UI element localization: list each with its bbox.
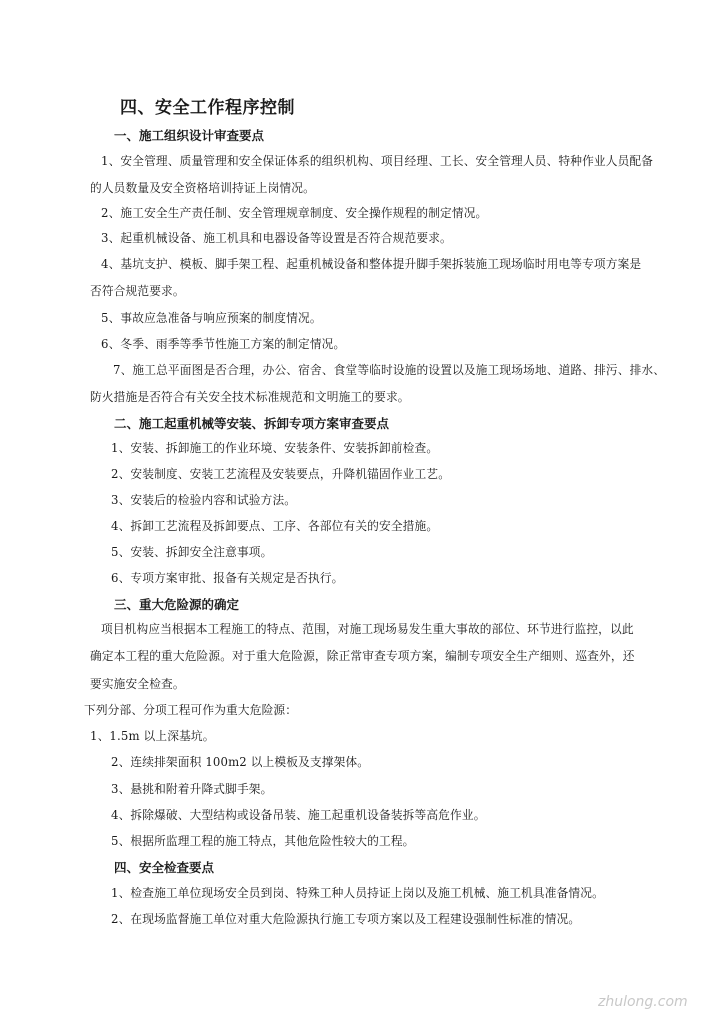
paragraph: 3、安装后的检验内容和试验方法。 [111, 493, 297, 507]
paragraph: 要实施安全检查。 [90, 677, 185, 691]
paragraph: 3、悬挑和附着升降式脚手架。 [111, 782, 273, 796]
paragraph: 1、安装、拆卸施工的作业环境、安装条件、安装拆卸前检查。 [111, 441, 439, 455]
paragraph: 6、冬季、雨季等季节性施工方案的制定情况。 [101, 337, 346, 351]
paragraph: 1、1.5m 以上深基坑。 [90, 729, 215, 743]
paragraph: 5、事故应急准备与响应预案的制度情况。 [101, 311, 322, 325]
section-heading-crane-install-review: 二、施工起重机械等安装、拆卸专项方案审查要点 [114, 416, 390, 431]
paragraph: 项目机构应当根据本工程施工的特点、范围，对施工现场易发生重大事故的部位、环节进行监控，以此 [101, 622, 634, 636]
paragraph: 2、施工安全生产责任制、安全管理规章制度、安全操作规程的制定情况。 [101, 206, 488, 220]
paragraph: 否符合规范要求。 [90, 284, 185, 298]
watermark-logo: zhulong.com [598, 994, 688, 1010]
section-heading-safety-inspection: 四、安全检查要点 [114, 860, 215, 875]
paragraph: 2、在现场监督施工单位对重大危险源执行施工专项方案以及工程建设强制性标准的情况。 [111, 912, 581, 926]
paragraph: 1、安全管理、质量管理和安全保证体系的组织机构、项目经理、工长、安全管理人员、特种作业人员配备 [101, 154, 654, 168]
paragraph: 的人员数量及安全资格培训持证上岗情况。 [90, 181, 315, 195]
paragraph: 5、根据所监理工程的施工特点，其他危险性较大的工程。 [111, 834, 415, 848]
section-heading-major-hazard: 三、重大危险源的确定 [114, 597, 240, 612]
paragraph: 4、基坑支护、模板、脚手架工程、起重机械设备和整体提升脚手架拆装施工现场临时用电等专项方案是 [101, 257, 642, 271]
paragraph: 下列分部、分项工程可作为重大危险源： [84, 703, 298, 717]
paragraph: 4、拆除爆破、大型结构或设备吊装、施工起重机设备装拆等高危作业。 [111, 808, 486, 822]
paragraph: 2、连续排架面积 100m2 以上模板及支撑架体。 [111, 755, 370, 769]
paragraph: 7、施工总平面图是否合理，办公、宿舍、食堂等临时设施的设置以及施工现场场地、道路、排污、排水、 [113, 363, 666, 377]
section-heading-design-review: 一、施工组织设计审查要点 [114, 128, 265, 143]
paragraph: 4、拆卸工艺流程及拆卸要点、工序、各部位有关的安全措施。 [111, 519, 439, 533]
paragraph: 3、起重机械设备、施工机具和电器设备等设置是否符合规范要求。 [101, 231, 452, 245]
paragraph: 6、专项方案审批、报备有关规定是否执行。 [111, 571, 344, 585]
paragraph: 5、安装、拆卸安全注意事项。 [111, 545, 273, 559]
paragraph: 2、安装制度、安装工艺流程及安装要点，升降机锚固作业工艺。 [111, 467, 451, 481]
paragraph: 防火措施是否符合有关安全技术标准规范和文明施工的要求。 [90, 390, 410, 404]
paragraph: 1、检查施工单位现场安全员到岗、特殊工种人员持证上岗以及施工机械、施工机具准备情况。 [111, 886, 604, 900]
paragraph: 确定本工程的重大危险源。对于重大危险源，除正常审查专项方案，编制专项安全生产细则、巡查外，还 [90, 649, 635, 663]
page-title: 四、安全工作程序控制 [120, 98, 295, 118]
